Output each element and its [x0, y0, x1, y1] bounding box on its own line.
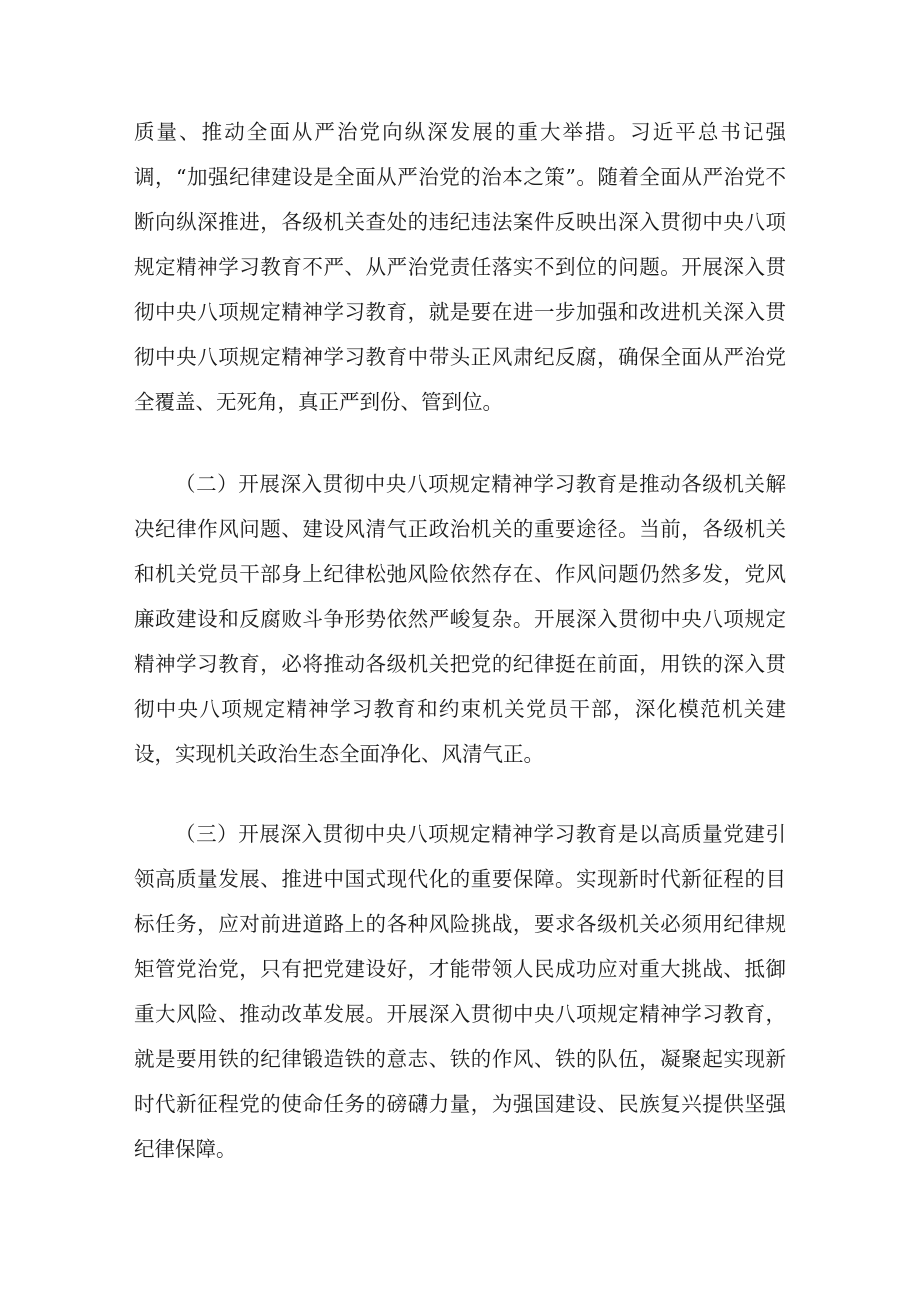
- paragraph-2-text: （二）开展深入贯彻中央八项规定精神学习教育是推动各级机关解决纪律作风问题、建设风清气正政治机关的重要途径。当前，各级机关和机关党员干部身上纪律松弛风险依然存在、作风问题仍然多发，党风廉政建设和反腐败斗争形势依然严峻复杂。开展深入贯彻中央八项规定精神学习教育，必将推动各级机关把党的纪律挺在前面，用铁的深入贯彻中央八项规定精神学习教育和约束机关党员干部，深化模范机关建设，实现机关政治生态全面净化、风清气正。: [134, 472, 786, 766]
- paragraph-3-text: （三）开展深入贯彻中央八项规定精神学习教育是以高质量党建引领高质量发展、推进中国式现代化的重要保障。实现新时代新征程的目标任务，应对前进道路上的各种风险挑战，要求各级机关必须用纪律规矩管党治党，只有把党建设好，才能带领人民成功应对重大挑战、抵御重大风险、推动改革发展。开展深入贯彻中央八项规定精神学习教育，就是要用铁的纪律锻造铁的意志、铁的作风、铁的队伍，凝聚起实现新时代新征程党的使命任务的磅礴力量，为强国建设、民族复兴提供坚强纪律保障。: [134, 822, 786, 1161]
- paragraph-section-three: [134, 812, 786, 1172]
- paragraph-1-text: 质量、推动全面从严治党向纵深发展的重大举措。习近平总书记强调，“加强纪律建设是全面从严治党的治本之策”。随着全面从严治党不断向纵深推进，各级机关查处的违纪违法案件反映出深入贯彻中央八项规定精神学习教育不严、从严治党责任落实不到位的问题。开展深入贯彻中央八项规定精神学习教育，就是要在进一步加强和改进机关深入贯彻中央八项规定精神学习教育中带头正风肃纪反腐，确保全面从严治党全覆盖、无死角，真正严到份、管到位。: [134, 120, 786, 414]
- paragraph-section-two: [134, 462, 786, 777]
- paragraph-continuation: [134, 110, 786, 425]
